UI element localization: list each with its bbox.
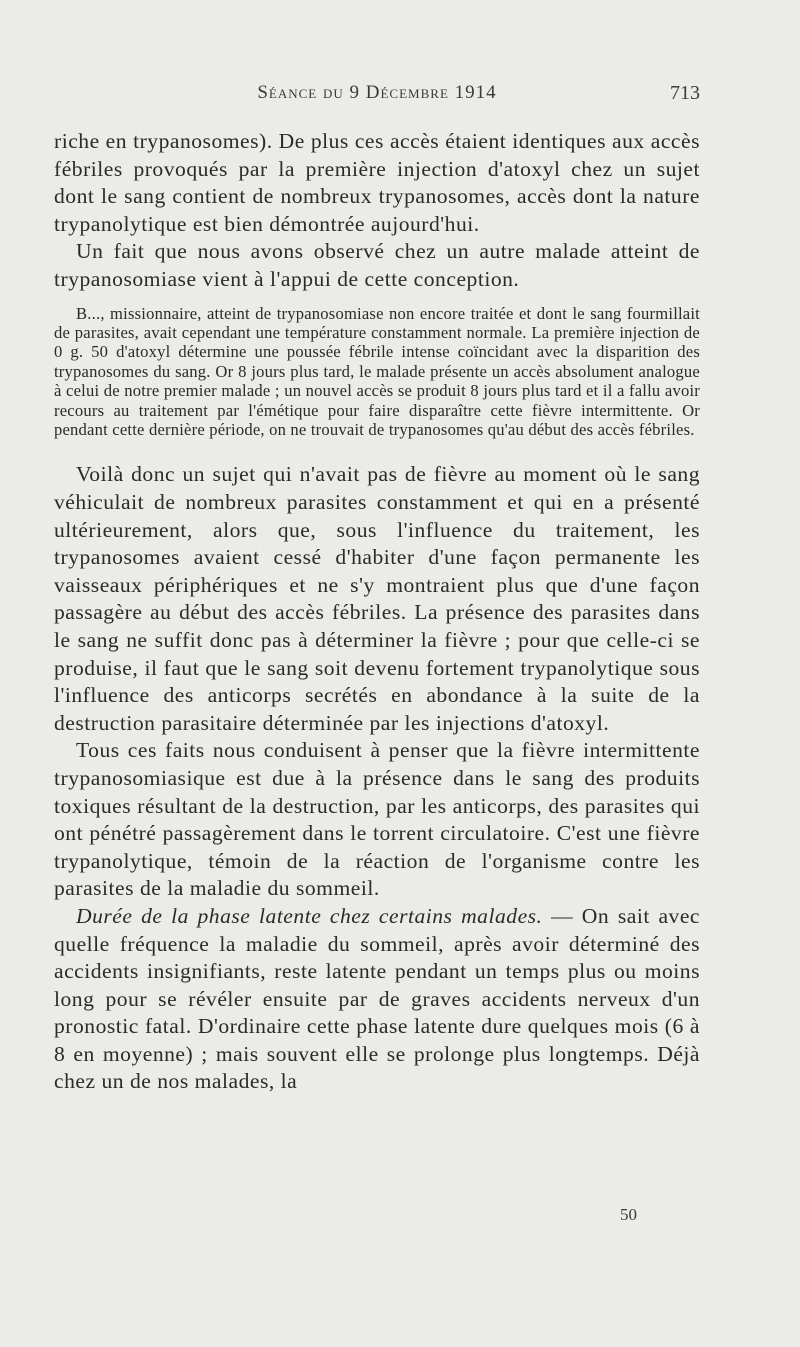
paragraph-continuation: riche en trypanosomes). De plus ces accès étaient identiques aux accès fébriles provoqués par la première injection d'atoxyl chez un sujet dont le sang contient de nombreux trypanosomes, accès dont la nature trypanolytique est bien démontrée aujourd'hui. — [54, 129, 700, 236]
paragraph-observation-intro: Un fait que nous avons observé chez un autre malade atteint de trypanosomiase vient à l'appui de cette conception. — [54, 239, 700, 291]
running-title: Séance du 9 Décembre 1914 — [257, 82, 497, 103]
page-header — [54, 82, 700, 110]
page-number: 713 — [670, 82, 700, 104]
paragraph-conclusion: Tous ces faits nous conduisent à penser que la fièvre intermittente trypanosomiasique est due à la présence dans le sang des produits toxiques résultant de la destruction, par les anticorps, des parasites qui ont pénétré passagèrement dans le torrent circulatoire. C'est une fièvre trypanolytique, témoin de la réaction de l'organisme contre les parasites de la maladie du sommeil. — [54, 738, 700, 901]
case-report-paragraph: B..., missionnaire, atteint de trypanosomiase non encore traitée et dont le sang fourmillait de parasites, avait cependant une température constamment normale. La première injection de 0 g. 50 d'atoxyl détermine une poussée fébrile intense coïncidant avec la disparition des trypanosomes du sang. Or 8 jours plus tard, le malade présente un accès absolument analogue à celui de notre premier malade ; un nouvel accès se produit 8 jours plus tard et il a fallu avoir recours au traitement par l'émétique pour faire disparaître cette fièvre intermittente. Or pendant cette dernière période, on ne trouvait de trypanosomes qu'au début des accès fébriles. — [54, 303, 700, 439]
latent-phase-text: — On sait avec quelle fréquence la maladie du sommeil, après avoir déterminé des accidents insignifiants, reste latente pendant un temps plus ou moins long pour se révéler ensuite par de graves accidents nerveux d'un pronostic fatal. D'ordinaire cette phase latente dure quelques mois (6 à 8 en moyenne) ; mais souvent elle se prolonge plus longtemps. Déjà chez un de nos malades, la — [54, 903, 700, 1094]
paragraph-latent-phase — [54, 903, 700, 1096]
section-heading-latent-phase: Durée de la phase latente chez certains malades. — [76, 903, 543, 928]
paragraph-voila: Voilà donc un sujet qui n'avait pas de fièvre au moment où le sang véhiculait de nombreux parasites constamment et qui en a présenté ultérieurement, alors que, sous l'influence du traitement, les trypanosomes avaient cessé d'habiter d'une façon permanente les vaisseaux périphériques et ne s'y montraient plus que d'une façon passagère au début des accès fébriles. La présence des parasites dans le sang ne suffit donc pas à déterminer la fièvre ; pour que celle-ci se produise, il faut que le sang soit devenu fortement trypanolytique sous l'influence des anticorps secrétés en abondance à la suite de la destruction parasitaire déterminée par les injections d'atoxyl. — [54, 462, 700, 735]
body-text — [54, 128, 700, 1096]
signature-mark: 50 — [620, 1205, 637, 1224]
